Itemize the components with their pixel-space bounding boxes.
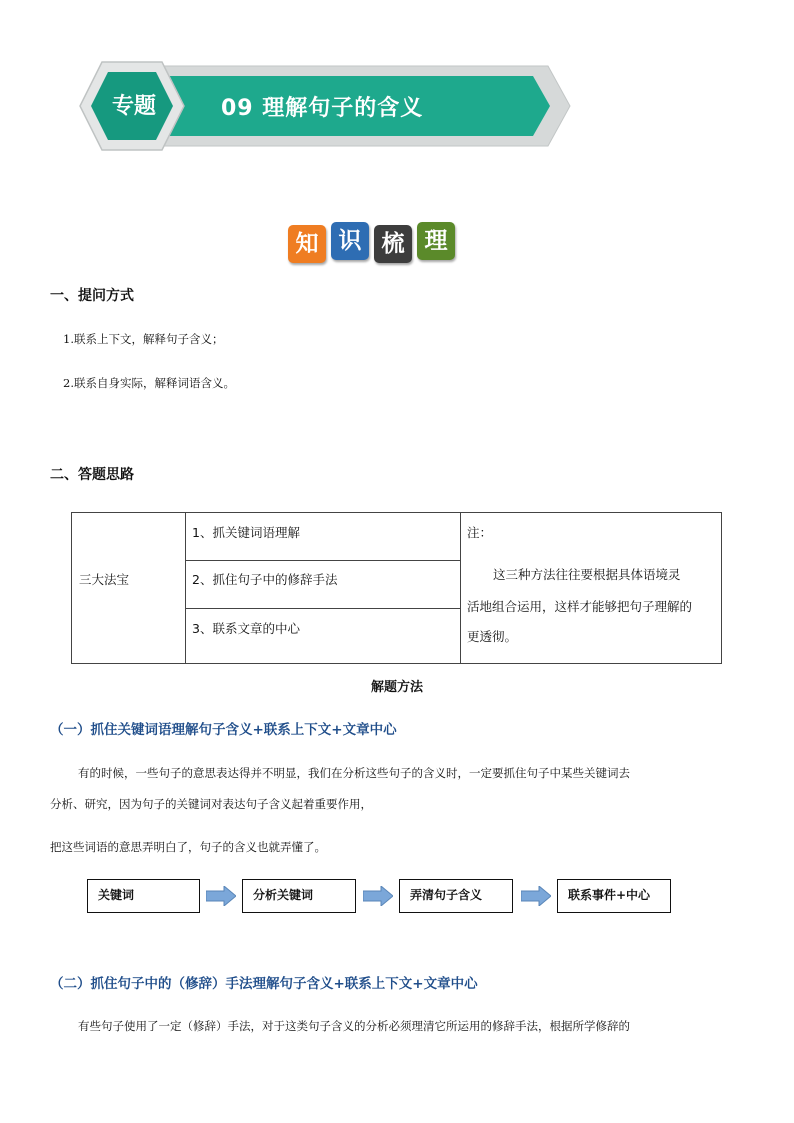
flow-arrow-icon — [521, 886, 551, 906]
part1-heading: （一）抓住关键词语理解句子含义+联系上下文+文章中心 — [50, 722, 397, 738]
part2-paragraph-line-1: 有些句子使用了一定（修辞）手法，对于这类句子含义的分析必须理清它所运用的修辞手法，根据所学修辞的 — [78, 1019, 630, 1033]
section1-heading: 一、提问方式 — [50, 288, 134, 304]
part2-heading: （二）抓住句子中的（修辞）手法理解句子含义+联系上下文+文章中心 — [50, 976, 478, 992]
topic-title: 09 理解句子的含义 — [221, 96, 424, 121]
note-line-1: 这三种方法往往要根据具体语境灵 — [493, 567, 681, 582]
knowledge-tiles — [288, 222, 458, 264]
table-divider — [185, 608, 460, 609]
table-divider — [185, 513, 186, 663]
flow-arrow-icon — [363, 886, 393, 906]
part1-paragraph-line-1: 有的时候，一些句子的意思表达得并不明显，我们在分析这些句子的含义时，一定要抓住句子中某些关键词去 — [78, 766, 630, 780]
method-1: 1、抓关键词语理解 — [192, 525, 300, 540]
method-2: 2、抓住句子中的修辞手法 — [192, 572, 338, 587]
method-table — [71, 512, 722, 664]
section2-heading: 二、答题思路 — [50, 467, 134, 483]
topic-banner — [78, 58, 578, 154]
table-caption: 解题方法 — [370, 680, 423, 695]
flow-arrow-icon — [206, 886, 236, 906]
tile-shu: 梳 — [374, 225, 412, 263]
table-divider — [460, 513, 461, 663]
tile-li: 理 — [417, 222, 455, 260]
note-title: 注： — [467, 525, 493, 540]
table-row-label: 三大法宝 — [79, 572, 130, 587]
table-divider — [185, 560, 460, 561]
part1-paragraph-line-2: 分析、研究，因为句子的关键词对表达句子含义起着重要作用， — [50, 797, 372, 811]
flow-step-connect: 联系事件+中心 — [557, 879, 671, 913]
flow-step-analyze: 分析关键词 — [242, 879, 356, 913]
section1-item-2: 2.联系自身实际，解释词语含义。 — [63, 376, 235, 390]
section1-item-1: 1.联系上下文，解释句子含义； — [63, 332, 224, 346]
flow-step-keyword: 关键词 — [87, 879, 200, 913]
flow-step-understand: 弄清句子含义 — [399, 879, 513, 913]
method-3: 3、联系文章的中心 — [192, 621, 300, 636]
tile-shi: 识 — [331, 222, 369, 260]
part1-paragraph-line-3: 把这些词语的意思弄明白了，句子的含义也就弄懂了。 — [50, 840, 326, 854]
topic-label: 专题 — [112, 94, 157, 119]
tile-zhi: 知 — [288, 225, 326, 263]
note-line-2: 活地组合运用，这样才能够把句子理解的 — [467, 599, 693, 614]
note-line-3: 更透彻。 — [467, 629, 518, 644]
